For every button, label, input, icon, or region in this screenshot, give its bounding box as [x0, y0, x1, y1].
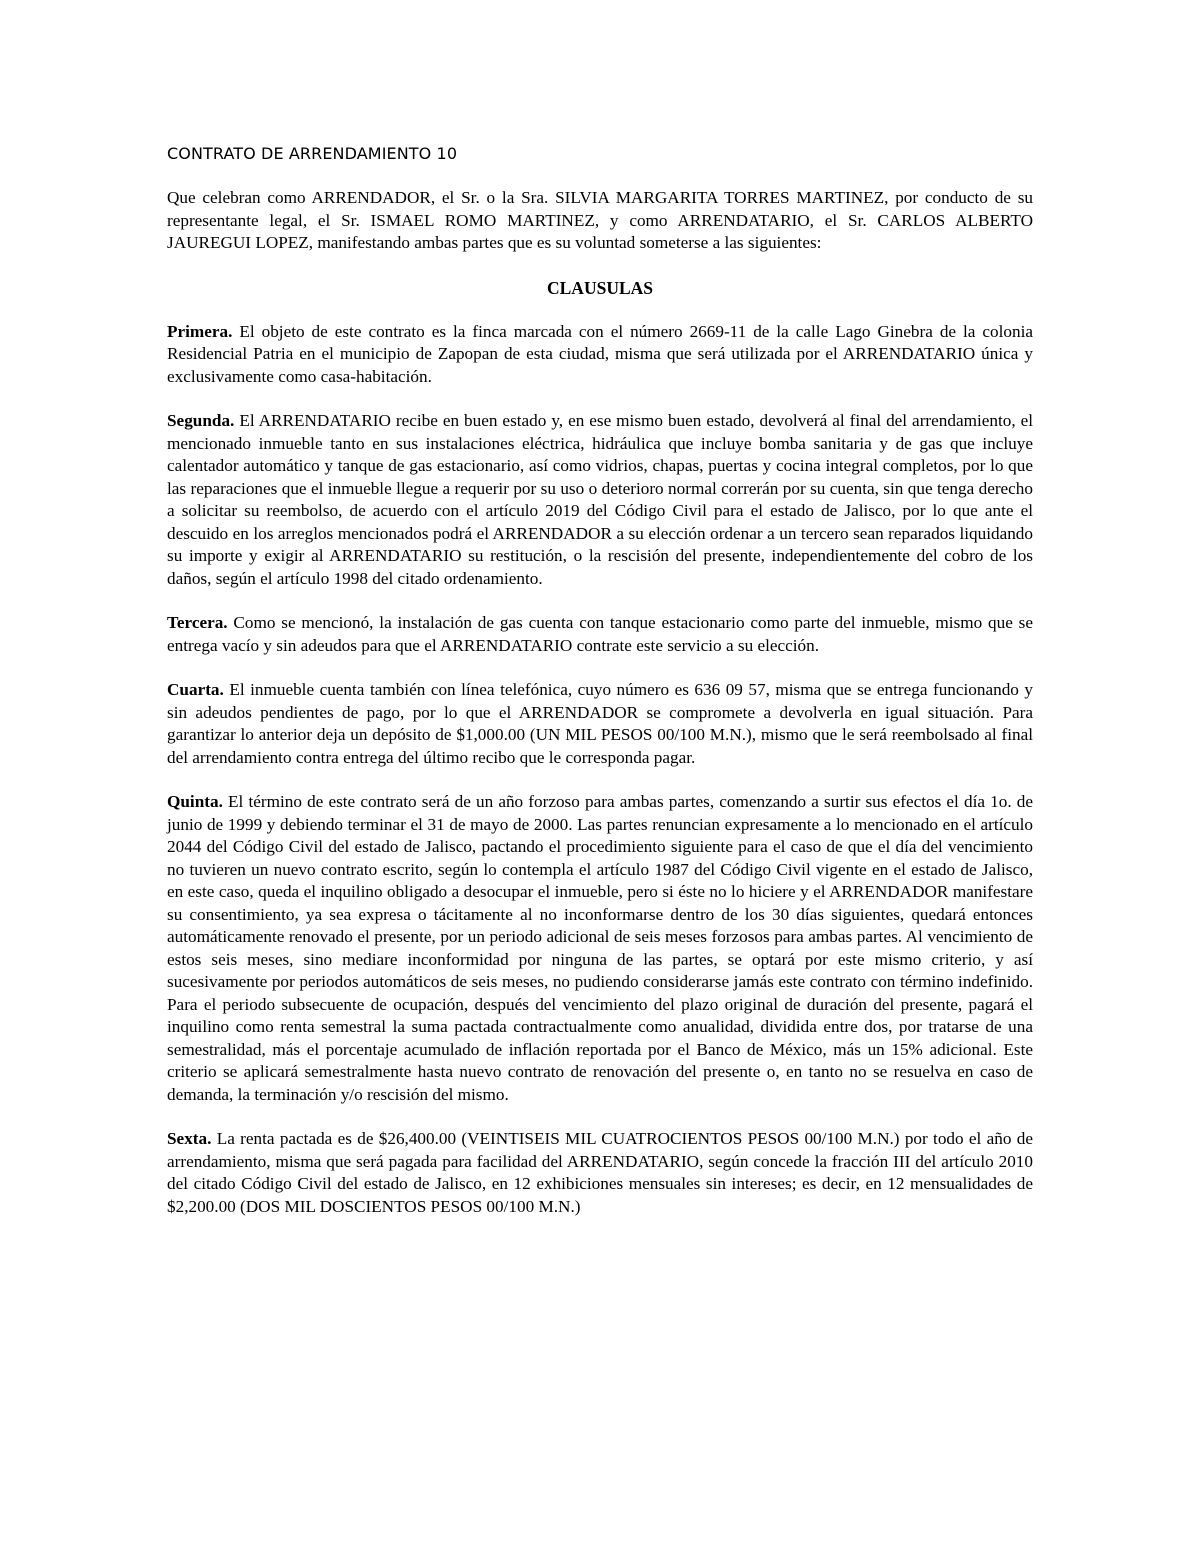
clause-text: Como se mencionó, la instalación de gas cuenta con tanque estacionario como parte del inmueble, mismo que se entrega vacío y sin adeudos para que el ARRENDATARIO contrate este servicio a su elección.	[167, 613, 1033, 655]
clause-tercera	[167, 612, 1033, 657]
clause-quinta	[167, 791, 1033, 1106]
clause-label: Quinta.	[167, 792, 223, 811]
clause-cuarta	[167, 679, 1033, 769]
clause-text: El inmueble cuenta también con línea telefónica, cuyo número es 636 09 57, misma que se entrega funcionando y sin adeudos pendientes de pago, por lo que el ARRENDADOR se compromete a devolverla en igual situación. Para garantizar lo anterior deja un depósito de $1,000.00 (UN MIL PESOS 00/100 M.N.), mismo que le será reembolsado al final del arrendamiento contra entrega del último recibo que le corresponda pagar.	[167, 680, 1033, 767]
clause-text: El término de este contrato será de un año forzoso para ambas partes, comenzando a surtir sus efectos el día 1o. de junio de 1999 y debiendo terminar el 31 de mayo de 2000. Las partes renuncian expresamente a lo mencionado en el artículo 2044 del Código Civil del estado de Jalisco, pactando el procedimiento siguiente para el caso de que el día del vencimiento no tuvieren un nuevo contrato escrito, según lo contempla el artículo 1987 del Código Civil vigente en el estado de Jalisco, en este caso, queda el inquilino obligado a desocupar el inmueble, pero si éste no lo hiciere y el ARRENDADOR manifestare su consentimiento, ya sea expresa o tácitamente al no inconformarse dentro de los 30 días siguientes, quedará entonces automáticamente renovado el presente, por un periodo adicional de seis meses forzosos para ambas partes. Al vencimiento de estos seis meses, sino mediare inconformidad por ninguna de las partes, se optará por este mismo criterio, y así sucesivamente por periodos automáticos de seis meses, no pudiendo considerarse jamás este contrato con término indefinido. Para el periodo subsecuente de ocupación, después del vencimiento del plazo original de duración del presente, pagará el inquilino como renta semestral la suma pactada contractualmente como anualidad, dividida entre dos, por tratarse de una semestralidad, más el porcentaje acumulado de inflación reportada por el Banco de México, más un 15% adicional. Este criterio se aplicará semestralmente hasta nuevo contrato de renovación del presente o, en tanto no se resuelva en caso de demanda, la terminación y/o rescisión del mismo.	[167, 792, 1033, 1104]
clause-text: El objeto de este contrato es la finca marcada con el número 2669-11 de la calle Lago Ginebra de la colonia Residencial Patria en el municipio de Zapopan de esta ciudad, misma que será utilizada por el ARRENDATARIO única y exclusivamente como casa-habitación.	[167, 321, 1033, 386]
clause-label: Segunda.	[167, 411, 235, 430]
clause-label: Primera.	[167, 321, 233, 341]
document-page	[167, 143, 1033, 1240]
clause-text: La renta pactada es de $26,400.00 (VEINTISEIS MIL CUATROCIENTOS PESOS 00/100 M.N.) por todo el año de arrendamiento, misma que será pagada para facilidad del ARRENDATARIO, según concede la fracción III del artículo 2010 del citado Código Civil del estado de Jalisco, en 12 exhibiciones mensuales sin intereses; es decir, en 12 mensualidades de $2,200.00 (DOS MIL DOSCIENTOS PESOS 00/100 M.N.)	[167, 1129, 1033, 1216]
contract-intro: Que celebran como ARRENDADOR, el Sr. o la Sra. SILVIA MARGARITA TORRES MARTINEZ, por conducto de su representante legal, el Sr. ISMAEL ROMO MARTINEZ, y como ARRENDATARIO, el Sr. CARLOS ALBERTO JAUREGUI LOPEZ, manifestando ambas partes que es su voluntad someterse a las siguientes:	[167, 188, 1033, 252]
clause-label: Tercera.	[167, 613, 228, 632]
clause-primera	[167, 321, 1033, 389]
clause-text: El ARRENDATARIO recibe en buen estado y, en ese mismo buen estado, devolverá al final del arrendamiento, el mencionado inmueble tanto en sus instalaciones eléctrica, hidráulica que incluye bomba sanitaria y de gas que incluye calentador automático y tanque de gas estacionario, así como vidrios, chapas, puertas y cocina integral completos, por lo que las reparaciones que el inmueble llegue a requerir por su uso o deterioro normal correrán por su cuenta, sin que tenga derecho a solicitar su reembolso, de acuerdo con el artículo 2019 del Código Civil para el estado de Jalisco, por lo que ante el descuido en los arreglos mencionados podrá el ARRENDADOR a su elección ordenar a un tercero sean reparados liquidando su importe y exigir al ARRENDATARIO su restitución, o la rescisión del presente, independientemente del cobro de los daños, según el artículo 1998 del citado ordenamiento.	[167, 411, 1033, 588]
document-title: CONTRATO DE ARRENDAMIENTO 10	[167, 144, 458, 163]
clause-label: Cuarta.	[167, 680, 224, 699]
clause-label: Sexta.	[167, 1129, 212, 1148]
section-heading: CLAUSULAS	[547, 277, 653, 298]
clause-sexta	[167, 1128, 1033, 1218]
clause-segunda	[167, 410, 1033, 590]
